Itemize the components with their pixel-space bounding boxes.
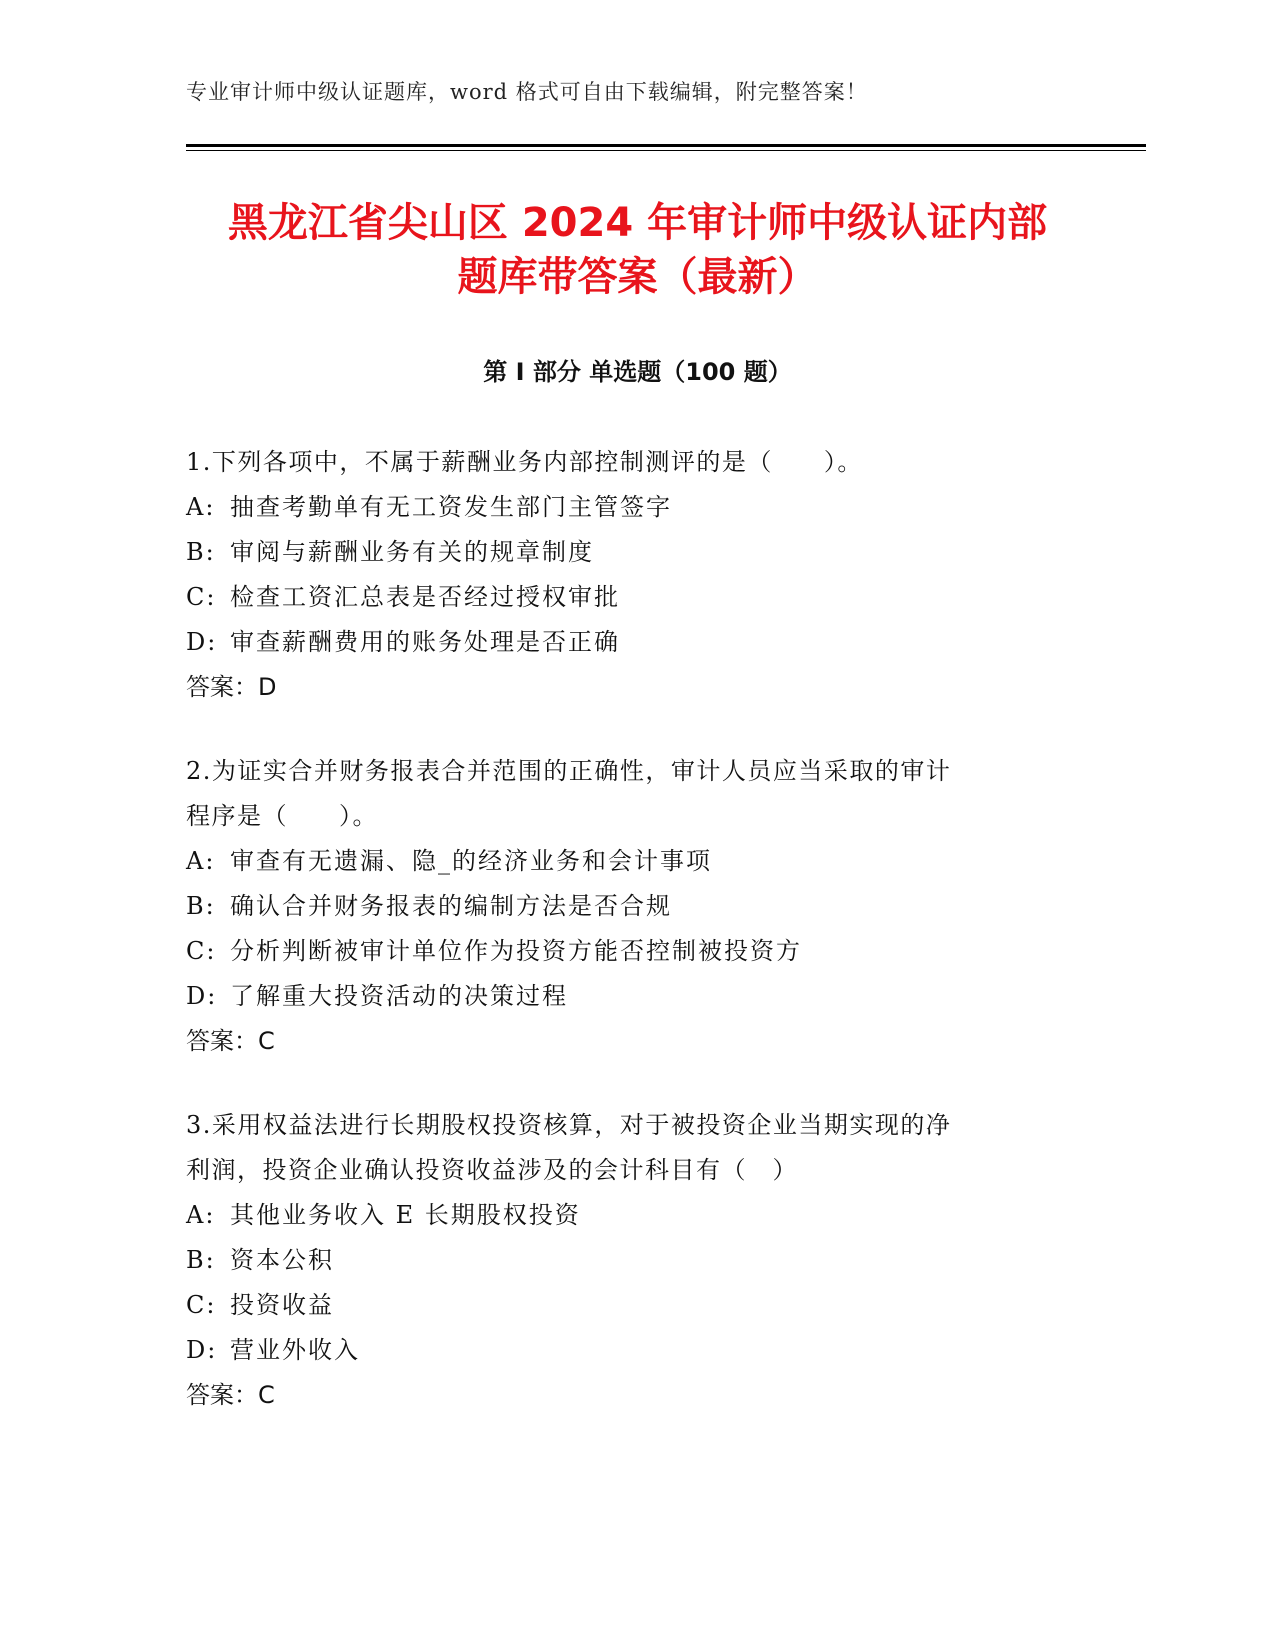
option-label: C: xyxy=(186,583,217,611)
option-d xyxy=(186,1328,1066,1373)
option-label: D: xyxy=(186,982,218,1010)
page-title-line-1: 黑龙江省尖山区 2024 年审计师中级认证内部 xyxy=(227,200,1048,246)
question-list xyxy=(186,440,1066,1457)
option-c xyxy=(186,575,1066,620)
option-d xyxy=(186,974,1066,1019)
question-stem: 3.采用权益法进行长期股权投资核算，对于被投资企业当期实现的净 xyxy=(186,1111,952,1139)
answer-text: 答案：D xyxy=(186,673,277,701)
option-text: 审查有无遗漏、隐_的经济业务和会计事项 xyxy=(230,847,712,875)
option-text: 投资收益 xyxy=(230,1291,334,1319)
option-text: 其他业务收入 E 长期股权投资 xyxy=(230,1201,581,1229)
option-b xyxy=(186,530,1066,575)
option-c xyxy=(186,929,1066,974)
option-text: 审阅与薪酬业务有关的规章制度 xyxy=(230,538,594,566)
option-label: A: xyxy=(186,847,216,875)
question-stem-continued: 程序是（ ）。 xyxy=(186,802,378,830)
question-stem-continued: 利润，投资企业确认投资收益涉及的会计科目有（ ） xyxy=(186,1156,798,1184)
option-text: 审查薪酬费用的账务处理是否正确 xyxy=(230,628,620,656)
option-label: D: xyxy=(186,1336,218,1364)
question-3 xyxy=(186,1103,1066,1418)
option-text: 了解重大投资活动的决策过程 xyxy=(230,982,568,1010)
option-c xyxy=(186,1283,1066,1328)
answer-text: 答案：C xyxy=(186,1381,275,1409)
option-label: D: xyxy=(186,628,218,656)
option-label: A: xyxy=(186,493,216,521)
header-note: 专业审计师中级认证题库，word 格式可自由下载编辑，附完整答案！ xyxy=(186,80,868,104)
option-label: A: xyxy=(186,1201,216,1229)
option-text: 抽查考勤单有无工资发生部门主管签字 xyxy=(230,493,672,521)
page-title xyxy=(120,196,1155,304)
question-1 xyxy=(186,440,1066,710)
option-label: B: xyxy=(186,538,216,566)
option-label: C: xyxy=(186,937,217,965)
header-rule-thick xyxy=(186,144,1146,147)
question-stem: 2.为证实合并财务报表合并范围的正确性，审计人员应当采取的审计 xyxy=(186,757,952,785)
question-2 xyxy=(186,749,1066,1064)
option-text: 确认合并财务报表的编制方法是否合规 xyxy=(230,892,672,920)
option-text: 营业外收入 xyxy=(230,1336,360,1364)
option-text: 检查工资汇总表是否经过授权审批 xyxy=(230,583,620,611)
option-label: B: xyxy=(186,892,216,920)
option-text: 分析判断被审计单位作为投资方能否控制被投资方 xyxy=(230,937,802,965)
page-title-line-2: 题库带答案（最新） xyxy=(457,254,818,300)
option-a xyxy=(186,839,1066,884)
option-a xyxy=(186,485,1066,530)
option-d xyxy=(186,620,1066,665)
option-b xyxy=(186,1238,1066,1283)
option-b xyxy=(186,884,1066,929)
option-a xyxy=(186,1193,1066,1238)
option-label: B: xyxy=(186,1246,216,1274)
option-text: 资本公积 xyxy=(230,1246,334,1274)
question-stem: 1.下列各项中，不属于薪酬业务内部控制测评的是（ ）。 xyxy=(186,448,863,476)
header-rule-thin xyxy=(186,150,1146,151)
section-heading: 第 I 部分 单选题（100 题） xyxy=(483,358,792,386)
answer-text: 答案：C xyxy=(186,1027,275,1055)
option-label: C: xyxy=(186,1291,217,1319)
